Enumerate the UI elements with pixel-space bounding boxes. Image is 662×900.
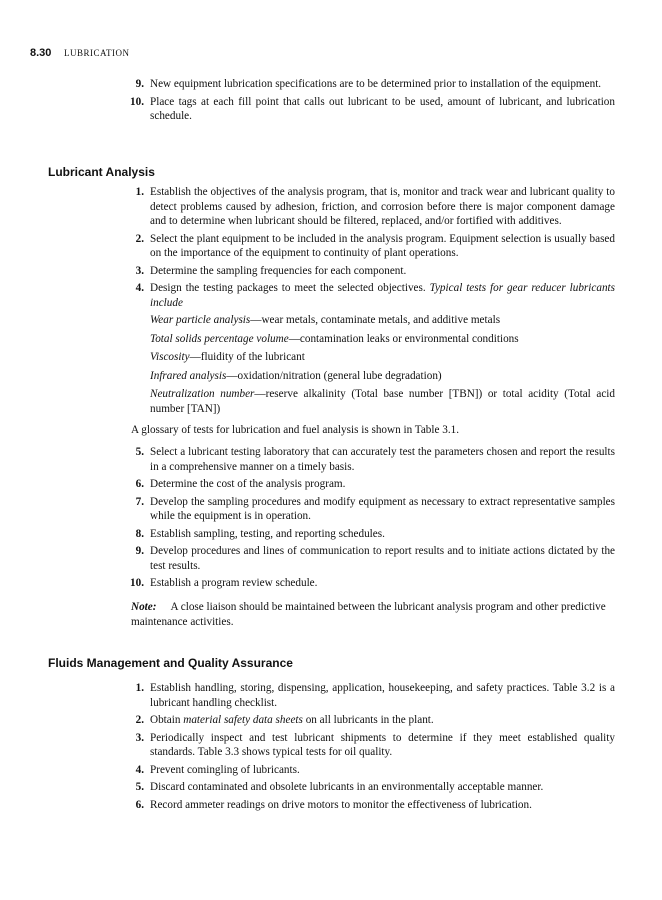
- section-heading: Lubricant Analysis: [48, 165, 155, 179]
- list-item: 5. Discard contaminated and obsolete lubricants in an environmentally acceptable manner.: [135, 781, 544, 793]
- list-item: 10. Place tags at each fill point that calls out lubricant to be used, amount of lubricant, and lubrication schedule.: [130, 95, 615, 122]
- list-item: 9. New equipment lubrication specifications are to be determined prior to installation of the equipment.: [135, 78, 602, 90]
- list-item: 2. Obtain material safety data sheets on all lubricants in the plant.: [135, 714, 434, 726]
- list-item: 6. Determine the cost of the analysis program.: [135, 478, 346, 490]
- fluids-steps-list: [110, 681, 615, 815]
- list-item: 3. Periodically inspect and test lubricant shipments to determine if they meet established quality standards. Table 3.3 shows typical tests for oil quality.: [135, 731, 615, 758]
- intro-list: [110, 77, 615, 127]
- list-item: 2. Select the plant equipment to be included in the analysis program. Equipment selection is usually based on the importance of the equipment to continuity of plant operations.: [135, 232, 615, 259]
- list-item: 5. Select a lubricant testing laboratory that can accurately test the parameters chosen and report the results in a comprehensive manner on a timely basis.: [135, 446, 615, 473]
- analysis-steps-list: [110, 185, 615, 420]
- test-entry: Wear particle analysis—wear metals, contaminate metals, and additive metals: [150, 314, 501, 326]
- running-title: LUBRICATION: [64, 48, 130, 58]
- list-item: 9. Develop procedures and lines of communication to report results and to initiate actions dictated by the test results.: [135, 545, 615, 572]
- running-header: [30, 47, 130, 59]
- test-entry: Viscosity—fluidity of the lubricant: [150, 351, 305, 363]
- glossary-paragraph: A glossary of tests for lubrication and fuel analysis is shown in Table 3.1.: [131, 424, 460, 436]
- list-item: 6. Record ammeter readings on drive motors to monitor the effectiveness of lubrication.: [135, 798, 532, 811]
- list-item: 8. Establish sampling, testing, and reporting schedules.: [135, 527, 385, 540]
- list-item: 1. Establish handling, storing, dispensing, application, housekeeping, and safety practices. Table 3.2 is a lubricant handling checklist.: [135, 682, 615, 709]
- note-paragraph: Note: A close liaison should be maintained between the lubricant analysis program and other predictive maintenance activities.: [131, 601, 606, 628]
- list-item: 10. Establish a program review schedule.: [130, 577, 318, 589]
- list-item: 4. Prevent comingling of lubricants.: [135, 763, 300, 776]
- test-entry: Neutralization number—reserve alkalinity (Total base number [TBN]) or total acidity (Total acid number [TAN]): [150, 388, 616, 415]
- test-entry: Infrared analysis—oxidation/nitration (general lube degradation): [150, 369, 442, 382]
- list-item: 7. Develop the sampling procedures and modify equipment as necessary to extract representative samples while the equipment is in operation.: [135, 495, 615, 522]
- analysis-steps-list-continued: [110, 445, 615, 594]
- list-item: 3. Determine the sampling frequencies for each component.: [135, 264, 407, 277]
- page-number: 8.30: [30, 47, 52, 59]
- list-item: 1. Establish the objectives of the analysis program, that is, monitor and track wear and lubricant quality to detect problems caused by adhesion, friction, and corrosion before there is major component damage and to determine when lubricant should be filtered, replaced, and/or fortified with additives.: [135, 186, 615, 227]
- test-entry: Total solids percentage volume—contamination leaks or environmental conditions: [150, 332, 519, 345]
- note-label: Note:: [131, 601, 157, 613]
- list-item: 4. Design the testing packages to meet the selected objectives. Typical tests for gear reducer lubricants include: [135, 282, 615, 309]
- section-heading: Fluids Management and Quality Assurance: [48, 656, 293, 670]
